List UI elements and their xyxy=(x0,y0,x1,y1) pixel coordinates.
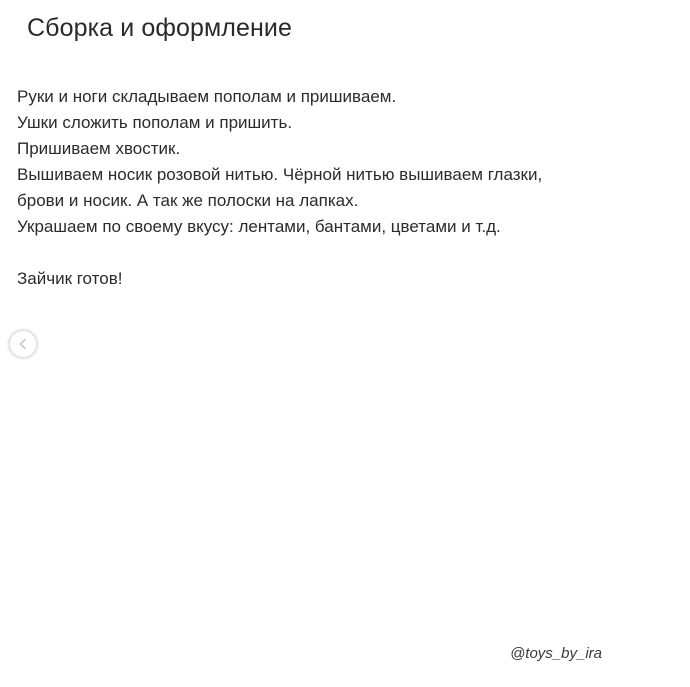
previous-slide-button[interactable] xyxy=(9,330,37,358)
author-handle: @toys_by_ira xyxy=(510,645,602,662)
slide-title: Сборка и оформление xyxy=(27,14,292,42)
body-line: Вышиваем носик розовой нитью. Чёрной нитью вышиваем глазки, xyxy=(17,165,543,184)
body-line: Пришиваем хвостик. xyxy=(17,139,181,158)
closing-line: Зайчик готов! xyxy=(17,269,123,288)
body-line: Руки и ноги складываем пополам и пришиваем. xyxy=(17,87,397,106)
chevron-left-icon xyxy=(17,338,29,350)
body-line: Украшаем по своему вкусу: лентами, бантами, цветами и т.д. xyxy=(17,217,501,236)
body-line: Ушки сложить пополам и пришить. xyxy=(17,113,293,132)
paragraph-gap xyxy=(17,240,677,266)
slide-body xyxy=(17,84,677,292)
body-line: брови и носик. А так же полоски на лапках. xyxy=(17,191,359,210)
